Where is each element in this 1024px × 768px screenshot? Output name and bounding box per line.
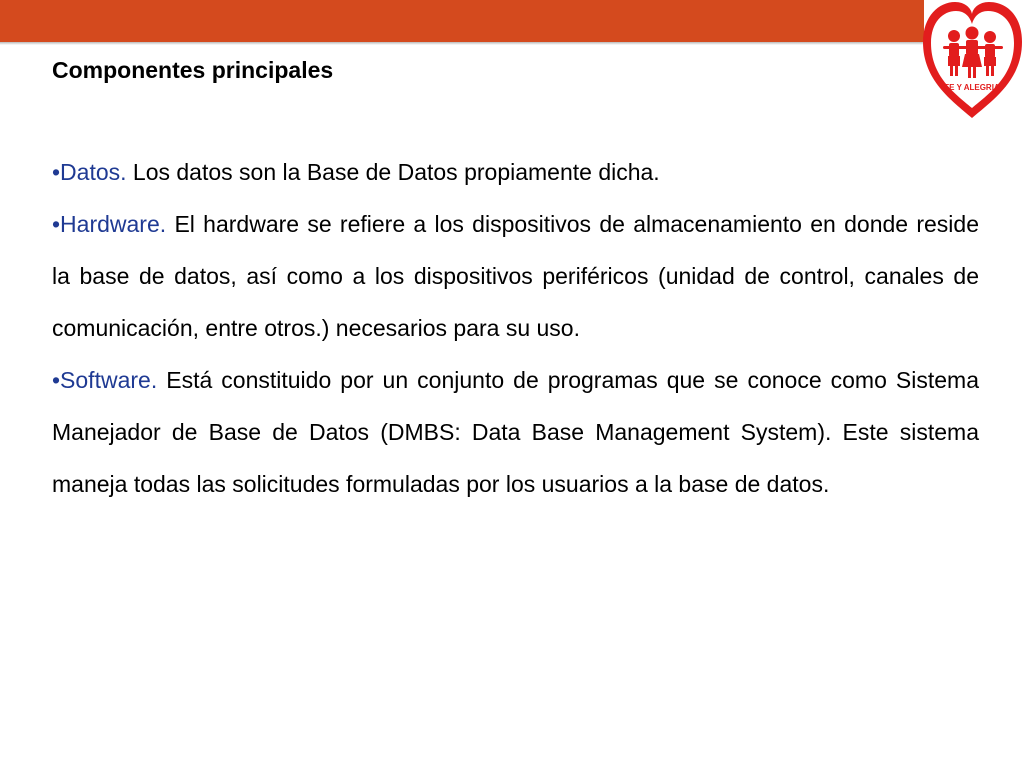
bullet-datos-text: Los datos son la Base de Datos propiamente dicha. — [126, 159, 660, 185]
top-accent-bar — [0, 0, 924, 42]
bullet-software-label: •Software. — [52, 367, 158, 393]
bullet-datos-label: •Datos. — [52, 159, 127, 185]
bullet-software-text: Está constituido por un conjunto de programas que se conoce como Sistema Manejador de Base de Datos (DMBS: Data Base Management System). Este sistema maneja todas las solicitudes formuladas por los usuarios a la base de datos. — [52, 367, 979, 497]
bullet-hardware-text: El hardware se refiere a los dispositivos de almacenamiento en donde reside la base de datos, así como a los dispositivos periféricos (unidad de control, canales de comunicación, entre otros.) necesarios para su uso. — [52, 211, 979, 341]
slide-heading: Componentes principales — [52, 57, 334, 83]
top-bar-shadow — [0, 42, 924, 45]
logo-text: FE Y ALEGRIA — [944, 83, 1000, 92]
heading-spacer — [52, 90, 979, 146]
slide-content — [52, 50, 979, 510]
bullet-hardware — [52, 198, 979, 354]
bullet-hardware-label: •Hardware. — [52, 211, 167, 237]
bullet-software — [52, 354, 979, 510]
bullet-datos — [52, 146, 979, 198]
